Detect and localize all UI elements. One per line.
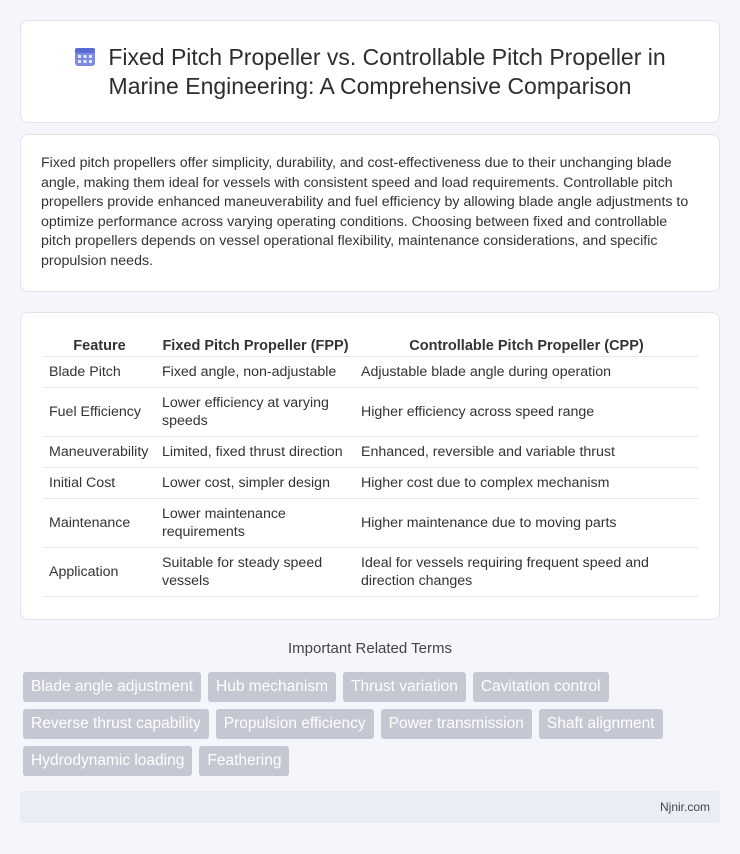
related-term-tag[interactable]: Hydrodynamic loading bbox=[23, 746, 192, 776]
footer bbox=[20, 791, 720, 823]
cell-fpp: Suitable for steady speed vessels bbox=[156, 548, 355, 597]
cell-feature: Application bbox=[43, 548, 156, 597]
related-term-tag[interactable]: Hub mechanism bbox=[208, 672, 336, 702]
comparison-table bbox=[43, 335, 698, 597]
related-term-tag[interactable]: Propulsion efficiency bbox=[216, 709, 374, 739]
header-feature: Feature bbox=[43, 335, 156, 357]
summary-card bbox=[20, 134, 720, 292]
cell-fpp: Lower cost, simpler design bbox=[156, 468, 355, 499]
calendar-icon bbox=[74, 46, 96, 67]
cell-feature: Maneuverability bbox=[43, 437, 156, 468]
cell-fpp: Fixed angle, non-adjustable bbox=[156, 357, 355, 388]
table-row bbox=[43, 357, 698, 388]
related-term-tag[interactable]: Thrust variation bbox=[343, 672, 466, 702]
summary-text: Fixed pitch propellers offer simplicity, durability, and cost-effectiveness due to their unchanging blade angle, making them ideal for vessels with consistent speed and load requirements. Controllable pitch propellers provide enhanced maneuverability and fuel efficiency by allowing blade angle adjustments to optimize performance across varying operating conditions. Choosing between fixed and controllable pitch propellers depends on vessel operational flexibility, maintenance considerations, and specific propulsion needs. bbox=[41, 155, 689, 269]
cell-cpp: Higher efficiency across speed range bbox=[355, 388, 698, 437]
related-terms-title: Important Related Terms bbox=[288, 640, 452, 657]
cell-cpp: Enhanced, reversible and variable thrust bbox=[355, 437, 698, 468]
table-row bbox=[43, 468, 698, 499]
cell-cpp: Higher cost due to complex mechanism bbox=[355, 468, 698, 499]
table-header-row bbox=[43, 335, 698, 357]
table-row bbox=[43, 388, 698, 437]
table-row bbox=[43, 548, 698, 597]
cell-fpp: Lower maintenance requirements bbox=[156, 499, 355, 548]
header-cpp: Controllable Pitch Propeller (CPP) bbox=[355, 335, 698, 357]
related-term-tag[interactable]: Blade angle adjustment bbox=[23, 672, 201, 702]
cell-feature: Blade Pitch bbox=[43, 357, 156, 388]
related-terms-list bbox=[23, 672, 723, 783]
title-card bbox=[20, 20, 720, 123]
cell-fpp: Lower efficiency at varying speeds bbox=[156, 388, 355, 437]
cell-feature: Initial Cost bbox=[43, 468, 156, 499]
comparison-table-card bbox=[20, 312, 720, 620]
title-line-1: Fixed Pitch Propeller vs. Controllable Pitch Propeller in bbox=[108, 44, 666, 70]
table-row bbox=[43, 499, 698, 548]
cell-feature: Fuel Efficiency bbox=[43, 388, 156, 437]
title-line-2: Marine Engineering: A Comprehensive Comparison bbox=[108, 73, 632, 99]
related-term-tag[interactable]: Power transmission bbox=[381, 709, 532, 739]
footer-site-link[interactable]: Njnir.com bbox=[659, 800, 710, 814]
related-term-tag[interactable]: Feathering bbox=[199, 746, 289, 776]
cell-cpp: Adjustable blade angle during operation bbox=[355, 357, 698, 388]
cell-cpp: Ideal for vessels requiring frequent speed and direction changes bbox=[355, 548, 698, 597]
page-title bbox=[21, 21, 719, 101]
cell-cpp: Higher maintenance due to moving parts bbox=[355, 499, 698, 548]
cell-fpp: Limited, fixed thrust direction bbox=[156, 437, 355, 468]
cell-feature: Maintenance bbox=[43, 499, 156, 548]
header-fpp: Fixed Pitch Propeller (FPP) bbox=[156, 335, 355, 357]
related-term-tag[interactable]: Cavitation control bbox=[473, 672, 609, 702]
related-term-tag[interactable]: Reverse thrust capability bbox=[23, 709, 209, 739]
table-row bbox=[43, 437, 698, 468]
related-term-tag[interactable]: Shaft alignment bbox=[539, 709, 663, 739]
